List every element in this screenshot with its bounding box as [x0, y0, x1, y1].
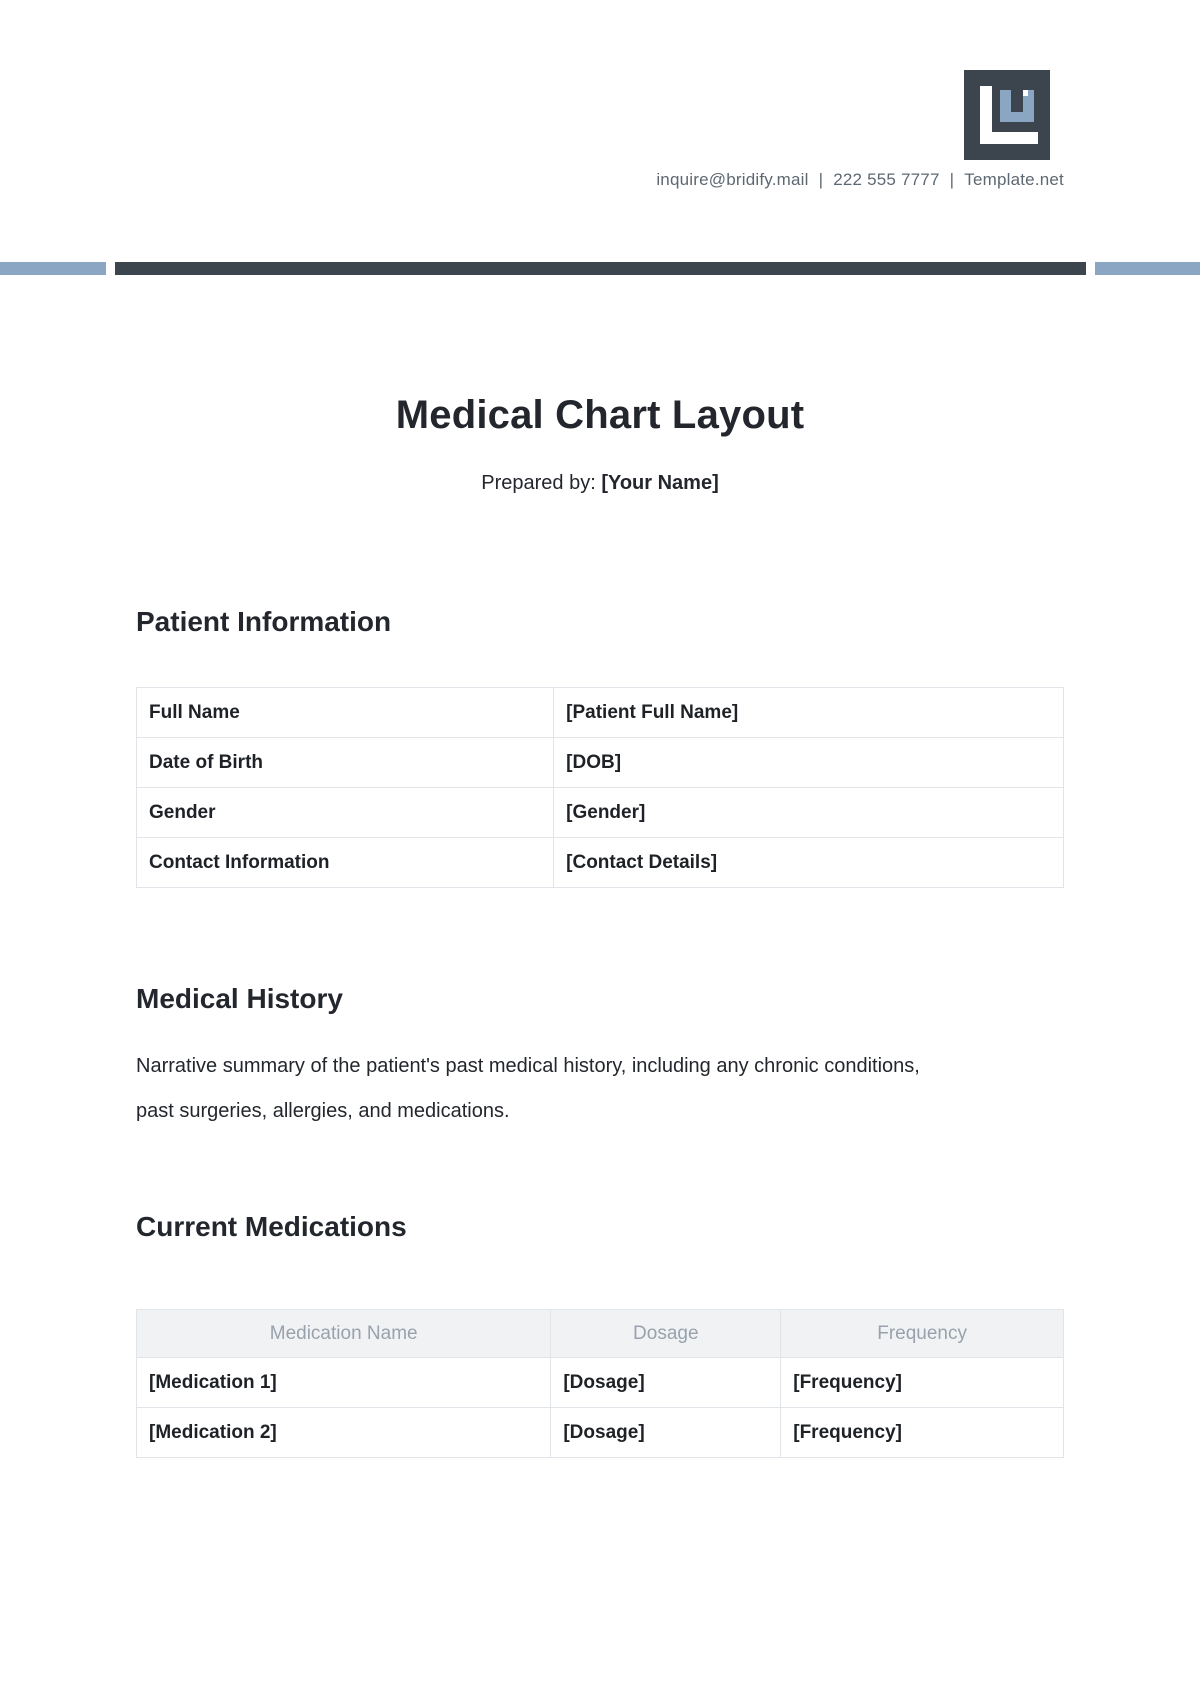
patient-field-value: [DOB] [554, 738, 1064, 788]
patient-field-value: [Contact Details] [554, 838, 1064, 888]
column-header-dosage: Dosage [551, 1310, 781, 1358]
patient-field-label: Gender [137, 788, 554, 838]
dosage-cell: [Dosage] [551, 1408, 781, 1458]
table-header-row [137, 1310, 1064, 1358]
contact-website: Template.net [964, 170, 1064, 189]
divider-bar [0, 262, 1200, 275]
divider-blue-left [0, 262, 106, 275]
logo-u-shape-bottom [1000, 112, 1034, 122]
prepared-by-name: [Your Name] [601, 472, 719, 494]
header [0, 0, 1200, 160]
patient-field-value: [Gender] [554, 788, 1064, 838]
section-heading-medical-history: Medical History [136, 983, 343, 1014]
contact-separator: | [949, 170, 955, 189]
medication-name-cell: [Medication 2] [137, 1408, 551, 1458]
table-row [137, 1358, 1064, 1408]
current-medications-table [136, 1309, 1064, 1458]
divider-dark-center [115, 262, 1086, 275]
contact-info-line [0, 170, 1200, 190]
table-row [137, 688, 1064, 738]
table-row [137, 1408, 1064, 1458]
table-row [137, 788, 1064, 838]
column-header-frequency: Frequency [781, 1310, 1064, 1358]
brand-logo-icon [964, 70, 1050, 160]
patient-field-label: Contact Information [137, 838, 554, 888]
patient-information-table [136, 687, 1064, 888]
prepared-by-label: Prepared by: [481, 472, 596, 494]
divider-gap [106, 262, 115, 275]
contact-separator: | [818, 170, 824, 189]
divider-gap [1086, 262, 1095, 275]
frequency-cell: [Frequency] [781, 1358, 1064, 1408]
medical-history-text: Narrative summary of the patient's past medical history, including any chronic conditions, past surgeries, allergies, and medications. [136, 1055, 920, 1122]
medication-name-cell: [Medication 1] [137, 1358, 551, 1408]
section-heading-current-medications: Current Medications [136, 1211, 407, 1242]
logo-l-shape-bottom [980, 132, 1038, 144]
frequency-cell: [Frequency] [781, 1408, 1064, 1458]
patient-field-label: Full Name [137, 688, 554, 738]
document-body [0, 605, 1200, 1458]
contact-phone: 222 555 7777 [833, 170, 940, 189]
patient-field-value: [Patient Full Name] [554, 688, 1064, 738]
patient-field-label: Date of Birth [137, 738, 554, 788]
table-row [137, 838, 1064, 888]
logo-u-notch [1023, 90, 1028, 96]
column-header-medication-name: Medication Name [137, 1310, 551, 1358]
contact-email: inquire@bridify.mail [656, 170, 809, 189]
dosage-cell: [Dosage] [551, 1358, 781, 1408]
divider-blue-right [1095, 262, 1200, 275]
table-row [137, 738, 1064, 788]
prepared-by-line [0, 469, 1200, 497]
section-heading-patient-information: Patient Information [136, 606, 392, 637]
page-title: Medical Chart Layout [395, 393, 805, 437]
